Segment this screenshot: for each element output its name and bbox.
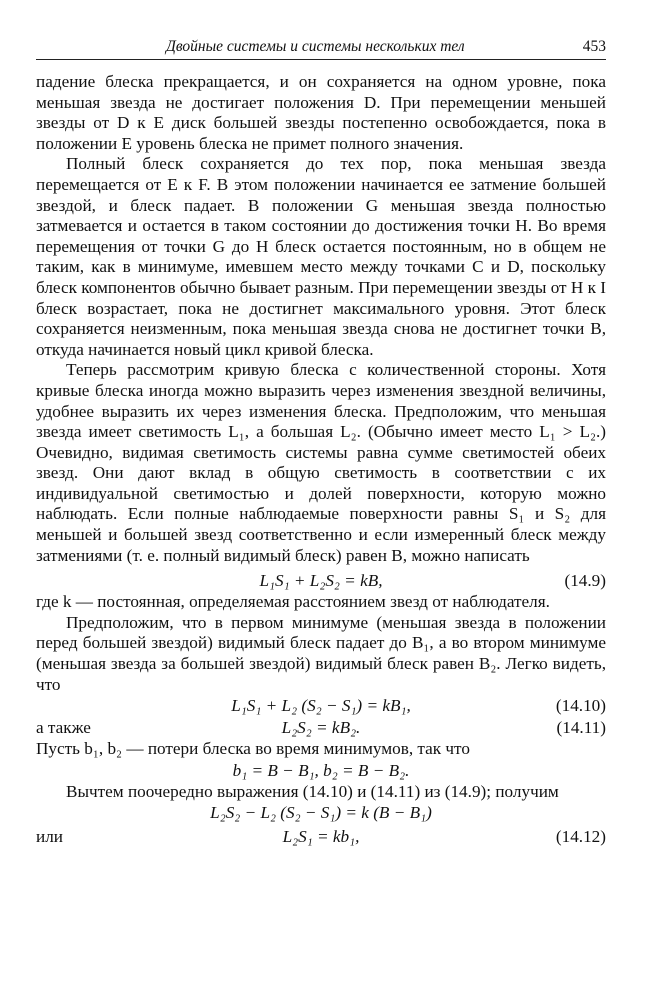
- paragraph-1: падение блеска прекращается, и он сохраняется на одном уровне, пока меньшая звезда не достигает положения D. При перемещении меньшей звезды от D к E диск большей звезды постепенно освобождается, пока в положении E уровень блеска не примет полного значения.: [36, 72, 606, 153]
- paragraph-4: где k — постоянная, определяемая расстоянием звезд от наблюдателя.: [36, 592, 550, 612]
- equation-number: (14.11): [556, 718, 606, 738]
- equation-difference: [36, 802, 606, 824]
- paragraph-6: Пусть b₁, b₂ — потери блеска во время минимумов, так что: [36, 739, 470, 759]
- equation-formula: L₂S₂ = kB₂.: [281, 718, 361, 738]
- connector-text: а также: [36, 718, 91, 738]
- page-number: 453: [582, 38, 606, 55]
- equation-formula: L₁S₁ + L₂ (S₂ − S₁) = kB₁,: [231, 696, 411, 716]
- equation-formula: L₂S₁ = kb₁,: [282, 827, 360, 847]
- equation-number: (14.12): [555, 827, 606, 847]
- equation-formula: L₁S₁ + L₂S₂ = kB,: [259, 571, 383, 591]
- equation-formula: L₂S₂ − L₂ (S₂ − S₁) = k (B − B₁): [210, 803, 432, 823]
- header-rule: [36, 59, 606, 60]
- equation-14-11: [36, 717, 606, 739]
- equation-number: (14.10): [555, 696, 606, 716]
- paragraph-7: Вычтем поочередно выражения (14.10) и (14.11) из (14.9); получим: [66, 781, 559, 801]
- page-body: [36, 72, 606, 848]
- running-title: Двойные системы и системы нескольких тел: [166, 38, 465, 55]
- equation-formula: b₁ = B − B₁, b₂ = B − B₂.: [232, 760, 410, 780]
- equation-losses: [36, 760, 606, 782]
- paragraph-2: Полный блеск сохраняется до тех пор, пока меньшая звезда перемещается от E к F. В этом положении начинается ее затмение большей звездой, и блеск падает. В положении G меньшая звезда полностью затмевается и остается в таком состоянии до достижения точки H. Во время перемещения от точки G до H блеск остается постоянным, но в общем не таким, как в минимуме, имевшем место между точками C и D, поскольку блеск компонентов обычно бывает разным. При перемещении звезды от H к I блеск возрастает, пока не достигнет максимального уровня. Этот блеск сохраняется неизменным, пока меньшая звезда снова не достигнет точки B, откуда начинается новый цикл кривой блеска.: [36, 154, 606, 359]
- equation-14-9: [36, 570, 606, 592]
- connector-text: или: [36, 827, 63, 847]
- page-header: [36, 36, 606, 58]
- equation-number: (14.9): [564, 571, 606, 591]
- paragraph-3: Теперь рассмотрим кривую блеска с количественной стороны. Хотя кривые блеска иногда можно выразить через изменения звездной величины, удобнее выразить их через изменения блеска. Предположим, что меньшая звезда имеет светимость L₁, а большая L₂. (Обычно имеет место L₁ > L₂.) Очевидно, видимая светимость системы равна сумме светимостей обеих звезд. Они дают вклад в общую светимость в соответствии с их индивидуальной светимостью и долей поверхности, которую можно наблюдать. Если полные наблюдаемые поверхности равны S₁ и S₂ для меньшей и большей звезд соответственно и если измеренный блеск между затмениями (т. е. полный видимый блеск) равен B, можно написать: [36, 360, 606, 565]
- paragraph-5: Предположим, что в первом минимуме (меньшая звезда в положении перед большей звездой) видимый блеск падает до B₁, а во втором минимуме (меньшая звезда за большей звездой) видимый блеск равен B₂. Легко видеть, что: [36, 612, 606, 694]
- equation-14-10: [36, 695, 606, 717]
- equation-14-12: [36, 826, 606, 848]
